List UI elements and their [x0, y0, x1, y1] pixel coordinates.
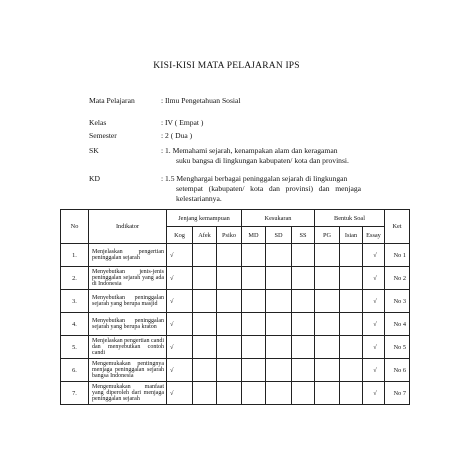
- row-no: 2.: [61, 267, 89, 290]
- row-no: 6.: [61, 359, 89, 382]
- table-row: [61, 267, 410, 290]
- info-label: Kelas: [89, 118, 107, 127]
- header-bentuk-soal: Bentuk Soal: [315, 210, 385, 227]
- kd-line1: Menghargai berbagai peninggalan sejarah di lingkungan: [176, 174, 348, 183]
- header-md: MD: [242, 227, 266, 244]
- cell-psiko: [217, 290, 242, 313]
- row-indikator: Mengemukakan pentingnya menjaga peninggalan sejarah bangsa Indonesia: [89, 359, 167, 382]
- info-kelas: [89, 118, 359, 128]
- cell-psiko: [217, 382, 242, 405]
- cell-ss: [292, 267, 315, 290]
- cell-ss: [292, 244, 315, 267]
- row-indikator: Menyebutkan jenis-jenis peninggalan sejarah yang ada di Indonesia: [89, 267, 167, 290]
- cell-sd: [266, 382, 292, 405]
- cell-afek: [193, 313, 217, 336]
- cell-afek: [193, 290, 217, 313]
- header-sd: SD: [266, 227, 292, 244]
- header-indikator: Indikator: [89, 210, 167, 244]
- info-value: [161, 146, 361, 166]
- cell-pg: [315, 290, 340, 313]
- table-row: [61, 244, 410, 267]
- info-value: : IV ( Empat ): [161, 118, 204, 127]
- cell-sd: [266, 290, 292, 313]
- row-ket: No 5: [385, 336, 410, 359]
- check-essay: √: [363, 267, 385, 290]
- info-label: SK: [89, 146, 99, 155]
- cell-ss: [292, 336, 315, 359]
- info-kd: [89, 174, 359, 206]
- kisi-kisi-table: [60, 209, 410, 405]
- row-indikator: Menjelaskan pengertian peninggalan sejarah: [89, 244, 167, 267]
- cell-md: [242, 336, 266, 359]
- cell-md: [242, 313, 266, 336]
- cell-md: [242, 382, 266, 405]
- cell-pg: [315, 359, 340, 382]
- header-kesukaran: Kesukaran: [242, 210, 315, 227]
- info-label: Mata Pelajaran: [89, 96, 135, 105]
- check-kog: √: [167, 336, 193, 359]
- cell-psiko: [217, 336, 242, 359]
- cell-sd: [266, 244, 292, 267]
- header-jenjang: Jenjang kemampuan: [167, 210, 242, 227]
- cell-afek: [193, 336, 217, 359]
- check-essay: √: [363, 313, 385, 336]
- cell-isian: [340, 382, 363, 405]
- cell-afek: [193, 359, 217, 382]
- header-afek: Afek: [193, 227, 217, 244]
- check-kog: √: [167, 244, 193, 267]
- kd-prefix: : 1.5: [161, 174, 175, 183]
- check-essay: √: [363, 336, 385, 359]
- row-no: 7.: [61, 382, 89, 405]
- cell-sd: [266, 336, 292, 359]
- cell-pg: [315, 336, 340, 359]
- check-essay: √: [363, 382, 385, 405]
- cell-pg: [315, 382, 340, 405]
- cell-isian: [340, 244, 363, 267]
- cell-ss: [292, 382, 315, 405]
- cell-sd: [266, 267, 292, 290]
- sk-line1: Memahami sejarah, kenampakan alam dan keragaman: [172, 146, 338, 155]
- info-value: : Ilmu Pengetahuan Sosial: [161, 96, 241, 105]
- cell-isian: [340, 313, 363, 336]
- cell-ss: [292, 359, 315, 382]
- info-value: : 2 ( Dua ): [161, 131, 193, 140]
- header-kog: Kog: [167, 227, 193, 244]
- cell-isian: [340, 336, 363, 359]
- header-isian: Isian: [340, 227, 363, 244]
- info-label: KD: [89, 174, 100, 183]
- row-no: 5.: [61, 336, 89, 359]
- info-mata-pelajaran: [89, 96, 359, 106]
- cell-md: [242, 359, 266, 382]
- info-semester: [89, 131, 359, 141]
- row-indikator: Menyebutkan peninggalan sejarah yang berupa masjid: [89, 290, 167, 313]
- table-row: [61, 313, 410, 336]
- row-no: 1.: [61, 244, 89, 267]
- cell-isian: [340, 290, 363, 313]
- table-row: [61, 359, 410, 382]
- cell-psiko: [217, 244, 242, 267]
- cell-isian: [340, 359, 363, 382]
- cell-isian: [340, 267, 363, 290]
- row-ket: No 6: [385, 359, 410, 382]
- info-value: [161, 174, 361, 204]
- check-essay: √: [363, 244, 385, 267]
- row-indikator: Menjelaskan pengertian candi dan menyebutkan contoh candi: [89, 336, 167, 359]
- row-no: 3.: [61, 290, 89, 313]
- sk-rest: suku bangsa di lingkungan kabupaten/ kota dan provinsi.: [176, 156, 349, 165]
- cell-afek: [193, 382, 217, 405]
- cell-md: [242, 267, 266, 290]
- row-ket: No 4: [385, 313, 410, 336]
- check-essay: √: [363, 359, 385, 382]
- cell-ss: [292, 313, 315, 336]
- cell-pg: [315, 244, 340, 267]
- check-essay: √: [363, 290, 385, 313]
- header-essay: Essay: [363, 227, 385, 244]
- cell-sd: [266, 313, 292, 336]
- row-ket: No 7: [385, 382, 410, 405]
- cell-afek: [193, 267, 217, 290]
- cell-psiko: [217, 359, 242, 382]
- info-label: Semester: [89, 131, 117, 140]
- header-psiko: Psiko: [217, 227, 242, 244]
- check-kog: √: [167, 267, 193, 290]
- kd-rest: setempat (kabupaten/ kota dan provinsi) dan menjaga kelestariannya.: [176, 184, 361, 203]
- header-ket: Ket: [385, 210, 410, 244]
- cell-pg: [315, 313, 340, 336]
- row-no: 4.: [61, 313, 89, 336]
- sk-prefix: : 1.: [161, 146, 171, 155]
- cell-ss: [292, 290, 315, 313]
- cell-pg: [315, 267, 340, 290]
- check-kog: √: [167, 290, 193, 313]
- header-ss: SS: [292, 227, 315, 244]
- row-ket: No 2: [385, 267, 410, 290]
- document-title: KISI-KISI MATA PELAJARAN IPS: [153, 61, 300, 71]
- check-kog: √: [167, 313, 193, 336]
- cell-sd: [266, 359, 292, 382]
- table-row: [61, 382, 410, 405]
- cell-md: [242, 290, 266, 313]
- table-row: [61, 336, 410, 359]
- row-ket: No 3: [385, 290, 410, 313]
- info-sk: [89, 146, 359, 168]
- cell-psiko: [217, 313, 242, 336]
- table-row: [61, 290, 410, 313]
- check-kog: √: [167, 359, 193, 382]
- row-indikator: Menyebutkan peninggalan sejarah yang berupa kraton: [89, 313, 167, 336]
- header-pg: PG: [315, 227, 340, 244]
- cell-afek: [193, 244, 217, 267]
- check-kog: √: [167, 382, 193, 405]
- row-indikator: Mengemukakan manfaat yang diperoleh dari menjaga peninggalan sejarah: [89, 382, 167, 405]
- cell-md: [242, 244, 266, 267]
- header-no: No: [61, 210, 89, 244]
- cell-psiko: [217, 267, 242, 290]
- row-ket: No 1: [385, 244, 410, 267]
